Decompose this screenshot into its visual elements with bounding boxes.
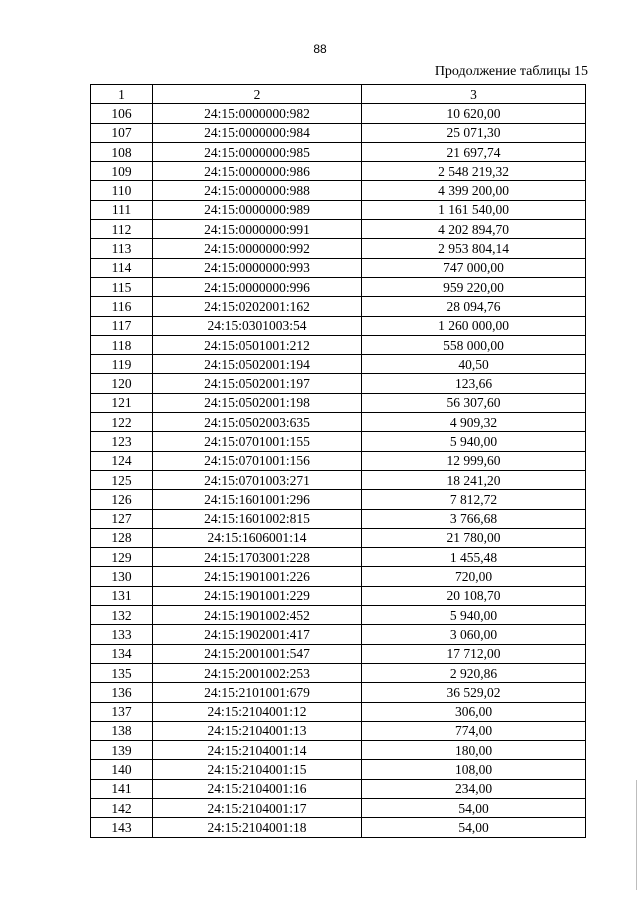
- value-cell: 20 108,70: [362, 586, 586, 605]
- value-cell: 4 909,32: [362, 413, 586, 432]
- table-row: [91, 142, 586, 161]
- row-number-cell: 108: [91, 142, 153, 161]
- row-number-cell: 130: [91, 567, 153, 586]
- row-number-cell: 125: [91, 470, 153, 489]
- row-number-cell: 106: [91, 104, 153, 123]
- value-cell: 56 307,60: [362, 393, 586, 412]
- value-cell: 3 060,00: [362, 625, 586, 644]
- table-row: [91, 586, 586, 605]
- cadastral-number-cell: 24:15:0000000:984: [153, 123, 362, 142]
- page-number: 88: [313, 42, 327, 56]
- value-cell: 720,00: [362, 567, 586, 586]
- table-row: [91, 567, 586, 586]
- table-row: [91, 355, 586, 374]
- table-row: [91, 509, 586, 528]
- table-row: [91, 625, 586, 644]
- table-row: [91, 760, 586, 779]
- cadastral-number-cell: 24:15:0501001:212: [153, 335, 362, 354]
- row-number-cell: 114: [91, 258, 153, 277]
- cadastral-number-cell: 24:15:2104001:16: [153, 779, 362, 798]
- value-cell: 123,66: [362, 374, 586, 393]
- table-row: [91, 798, 586, 817]
- cadastral-number-cell: 24:15:1901001:229: [153, 586, 362, 605]
- row-number-cell: 140: [91, 760, 153, 779]
- row-number-cell: 109: [91, 162, 153, 181]
- value-cell: 17 712,00: [362, 644, 586, 663]
- row-number-cell: 127: [91, 509, 153, 528]
- cadastral-number-cell: 24:15:0502001:198: [153, 393, 362, 412]
- row-number-cell: 133: [91, 625, 153, 644]
- table-row: [91, 432, 586, 451]
- table-row: [91, 316, 586, 335]
- table-continuation-label: Продолжение таблицы 15: [434, 64, 588, 79]
- value-cell: 7 812,72: [362, 490, 586, 509]
- cadastral-number-cell: 24:15:0000000:989: [153, 200, 362, 219]
- table-row: [91, 297, 586, 316]
- row-number-cell: 124: [91, 451, 153, 470]
- value-cell: 36 529,02: [362, 683, 586, 702]
- header-cell-1: 1: [91, 85, 153, 104]
- value-cell: 3 766,68: [362, 509, 586, 528]
- value-cell: 2 548 219,32: [362, 162, 586, 181]
- table-row: [91, 220, 586, 239]
- table-row: [91, 490, 586, 509]
- row-number-cell: 143: [91, 818, 153, 837]
- row-number-cell: 129: [91, 548, 153, 567]
- cadastral-number-cell: 24:15:1601001:296: [153, 490, 362, 509]
- value-cell: 4 399 200,00: [362, 181, 586, 200]
- value-cell: 4 202 894,70: [362, 220, 586, 239]
- cadastral-number-cell: 24:15:0502001:197: [153, 374, 362, 393]
- row-number-cell: 136: [91, 683, 153, 702]
- value-cell: 1 455,48: [362, 548, 586, 567]
- value-cell: 108,00: [362, 760, 586, 779]
- table-row: [91, 721, 586, 740]
- cadastral-number-cell: 24:15:2001002:253: [153, 663, 362, 682]
- table-row: [91, 451, 586, 470]
- cadastral-number-cell: 24:15:0701001:156: [153, 451, 362, 470]
- row-number-cell: 112: [91, 220, 153, 239]
- table-row: [91, 277, 586, 296]
- table-row: [91, 702, 586, 721]
- cadastral-number-cell: 24:15:2104001:15: [153, 760, 362, 779]
- row-number-cell: 139: [91, 741, 153, 760]
- cadastral-number-cell: 24:15:0000000:985: [153, 142, 362, 161]
- row-number-cell: 119: [91, 355, 153, 374]
- row-number-cell: 107: [91, 123, 153, 142]
- table-row: [91, 470, 586, 489]
- cadastral-number-cell: 24:15:0000000:992: [153, 239, 362, 258]
- cadastral-number-cell: 24:15:2104001:17: [153, 798, 362, 817]
- row-number-cell: 134: [91, 644, 153, 663]
- table-row: [91, 239, 586, 258]
- cadastral-number-cell: 24:15:0502003:635: [153, 413, 362, 432]
- cadastral-number-cell: 24:15:0202001:162: [153, 297, 362, 316]
- table-row: [91, 741, 586, 760]
- value-cell: 306,00: [362, 702, 586, 721]
- header-cell-3: 3: [362, 85, 586, 104]
- value-cell: 12 999,60: [362, 451, 586, 470]
- value-cell: 558 000,00: [362, 335, 586, 354]
- cadastral-number-cell: 24:15:0000000:986: [153, 162, 362, 181]
- row-number-cell: 115: [91, 277, 153, 296]
- cadastral-number-cell: 24:15:1703001:228: [153, 548, 362, 567]
- row-number-cell: 116: [91, 297, 153, 316]
- table-row: [91, 779, 586, 798]
- row-number-cell: 113: [91, 239, 153, 258]
- cadastral-number-cell: 24:15:0000000:996: [153, 277, 362, 296]
- cadastral-number-cell: 24:15:2001001:547: [153, 644, 362, 663]
- table-row: [91, 104, 586, 123]
- row-number-cell: 122: [91, 413, 153, 432]
- cadastral-number-cell: 24:15:0000000:988: [153, 181, 362, 200]
- value-cell: 21 780,00: [362, 528, 586, 547]
- row-number-cell: 118: [91, 335, 153, 354]
- table-row: [91, 644, 586, 663]
- row-number-cell: 123: [91, 432, 153, 451]
- cadastral-number-cell: 24:15:0000000:993: [153, 258, 362, 277]
- row-number-cell: 117: [91, 316, 153, 335]
- table-row: [91, 683, 586, 702]
- cadastral-number-cell: 24:15:1901001:226: [153, 567, 362, 586]
- cadastral-number-cell: 24:15:2104001:18: [153, 818, 362, 837]
- value-cell: 2 920,86: [362, 663, 586, 682]
- data-table: [90, 84, 586, 838]
- value-cell: 1 161 540,00: [362, 200, 586, 219]
- table-row: [91, 335, 586, 354]
- table-row: [91, 200, 586, 219]
- table-header-row: [91, 85, 586, 104]
- value-cell: 25 071,30: [362, 123, 586, 142]
- table-row: [91, 528, 586, 547]
- cadastral-number-cell: 24:15:1901002:452: [153, 606, 362, 625]
- row-number-cell: 137: [91, 702, 153, 721]
- value-cell: 774,00: [362, 721, 586, 740]
- value-cell: 5 940,00: [362, 432, 586, 451]
- value-cell: 54,00: [362, 798, 586, 817]
- row-number-cell: 132: [91, 606, 153, 625]
- cadastral-number-cell: 24:15:0502001:194: [153, 355, 362, 374]
- table-row: [91, 606, 586, 625]
- value-cell: 5 940,00: [362, 606, 586, 625]
- cadastral-number-cell: 24:15:2101001:679: [153, 683, 362, 702]
- value-cell: 1 260 000,00: [362, 316, 586, 335]
- cadastral-number-cell: 24:15:0000000:982: [153, 104, 362, 123]
- cadastral-number-cell: 24:15:0701003:271: [153, 470, 362, 489]
- row-number-cell: 138: [91, 721, 153, 740]
- cadastral-number-cell: 24:15:0000000:991: [153, 220, 362, 239]
- row-number-cell: 135: [91, 663, 153, 682]
- value-cell: 2 953 804,14: [362, 239, 586, 258]
- table-row: [91, 162, 586, 181]
- value-cell: 40,50: [362, 355, 586, 374]
- row-number-cell: 128: [91, 528, 153, 547]
- cadastral-number-cell: 24:15:1606001:14: [153, 528, 362, 547]
- row-number-cell: 131: [91, 586, 153, 605]
- value-cell: 10 620,00: [362, 104, 586, 123]
- row-number-cell: 111: [91, 200, 153, 219]
- cadastral-number-cell: 24:15:0701001:155: [153, 432, 362, 451]
- table-row: [91, 258, 586, 277]
- table-row: [91, 181, 586, 200]
- table-row: [91, 123, 586, 142]
- table-body: [91, 85, 586, 838]
- cadastral-number-cell: 24:15:2104001:12: [153, 702, 362, 721]
- table-row: [91, 663, 586, 682]
- header-cell-2: 2: [153, 85, 362, 104]
- row-number-cell: 126: [91, 490, 153, 509]
- cadastral-number-cell: 24:15:1601002:815: [153, 509, 362, 528]
- row-number-cell: 121: [91, 393, 153, 412]
- cadastral-number-cell: 24:15:2104001:14: [153, 741, 362, 760]
- table-row: [91, 413, 586, 432]
- value-cell: 18 241,20: [362, 470, 586, 489]
- scan-edge-line: [636, 780, 637, 890]
- value-cell: 180,00: [362, 741, 586, 760]
- value-cell: 54,00: [362, 818, 586, 837]
- value-cell: 234,00: [362, 779, 586, 798]
- row-number-cell: 110: [91, 181, 153, 200]
- table-row: [91, 393, 586, 412]
- row-number-cell: 141: [91, 779, 153, 798]
- value-cell: 28 094,76: [362, 297, 586, 316]
- table-row: [91, 374, 586, 393]
- value-cell: 747 000,00: [362, 258, 586, 277]
- row-number-cell: 120: [91, 374, 153, 393]
- cadastral-number-cell: 24:15:2104001:13: [153, 721, 362, 740]
- table-row: [91, 818, 586, 837]
- cadastral-number-cell: 24:15:1902001:417: [153, 625, 362, 644]
- value-cell: 959 220,00: [362, 277, 586, 296]
- value-cell: 21 697,74: [362, 142, 586, 161]
- table-row: [91, 548, 586, 567]
- cadastral-number-cell: 24:15:0301003:54: [153, 316, 362, 335]
- row-number-cell: 142: [91, 798, 153, 817]
